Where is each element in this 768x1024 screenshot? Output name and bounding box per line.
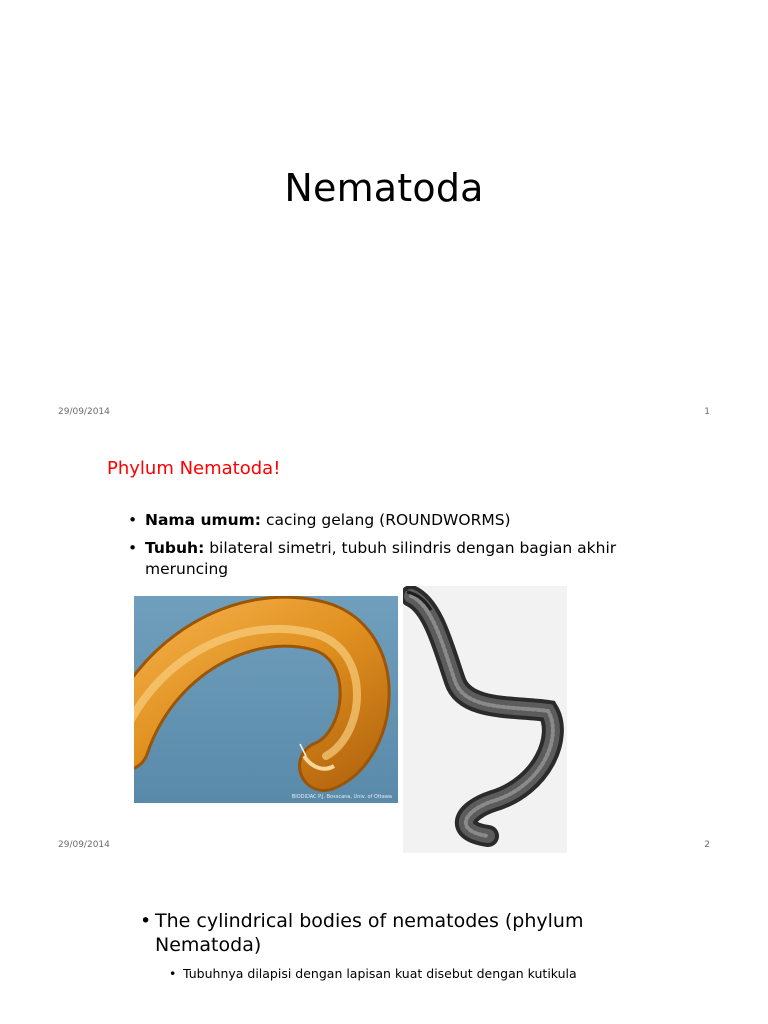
bullet-list (128, 510, 648, 587)
bullet-item (128, 538, 648, 581)
bullet-text: bilateral simetri, tubuh silindris dengan bagian akhir meruncing (145, 538, 617, 579)
bullet-text: cacing gelang (ROUNDWORMS) (261, 511, 511, 529)
bullet-label: Tubuh: (145, 538, 205, 557)
nematode-illustration (403, 586, 567, 853)
slide-3-bullets (140, 910, 660, 981)
bullet-label: Nama umum: (145, 511, 262, 529)
slide-date: 29/09/2014 (58, 840, 110, 850)
slide-page-number: 1 (704, 407, 710, 417)
bullet-item: • The cylindrical bodies of nematodes (phylum Nematoda) (140, 910, 660, 958)
roundworm-photo (134, 596, 398, 803)
roundworm-illustration (134, 596, 398, 803)
slide-date: 29/09/2014 (58, 407, 110, 417)
sub-bullet-item: • Tubuhnya dilapisi dengan lapisan kuat disebut dengan kutikula (169, 966, 660, 981)
slide-heading: Phylum Nematoda! (107, 458, 281, 479)
slide-page-number: 2 (704, 840, 710, 850)
photo-credit: BIODIDAC P.J. Bosscana, Univ. of Ottawa (291, 794, 392, 800)
slide-title: Nematoda (284, 166, 484, 210)
bullet-item (128, 510, 648, 532)
nematode-micrograph (403, 586, 567, 853)
